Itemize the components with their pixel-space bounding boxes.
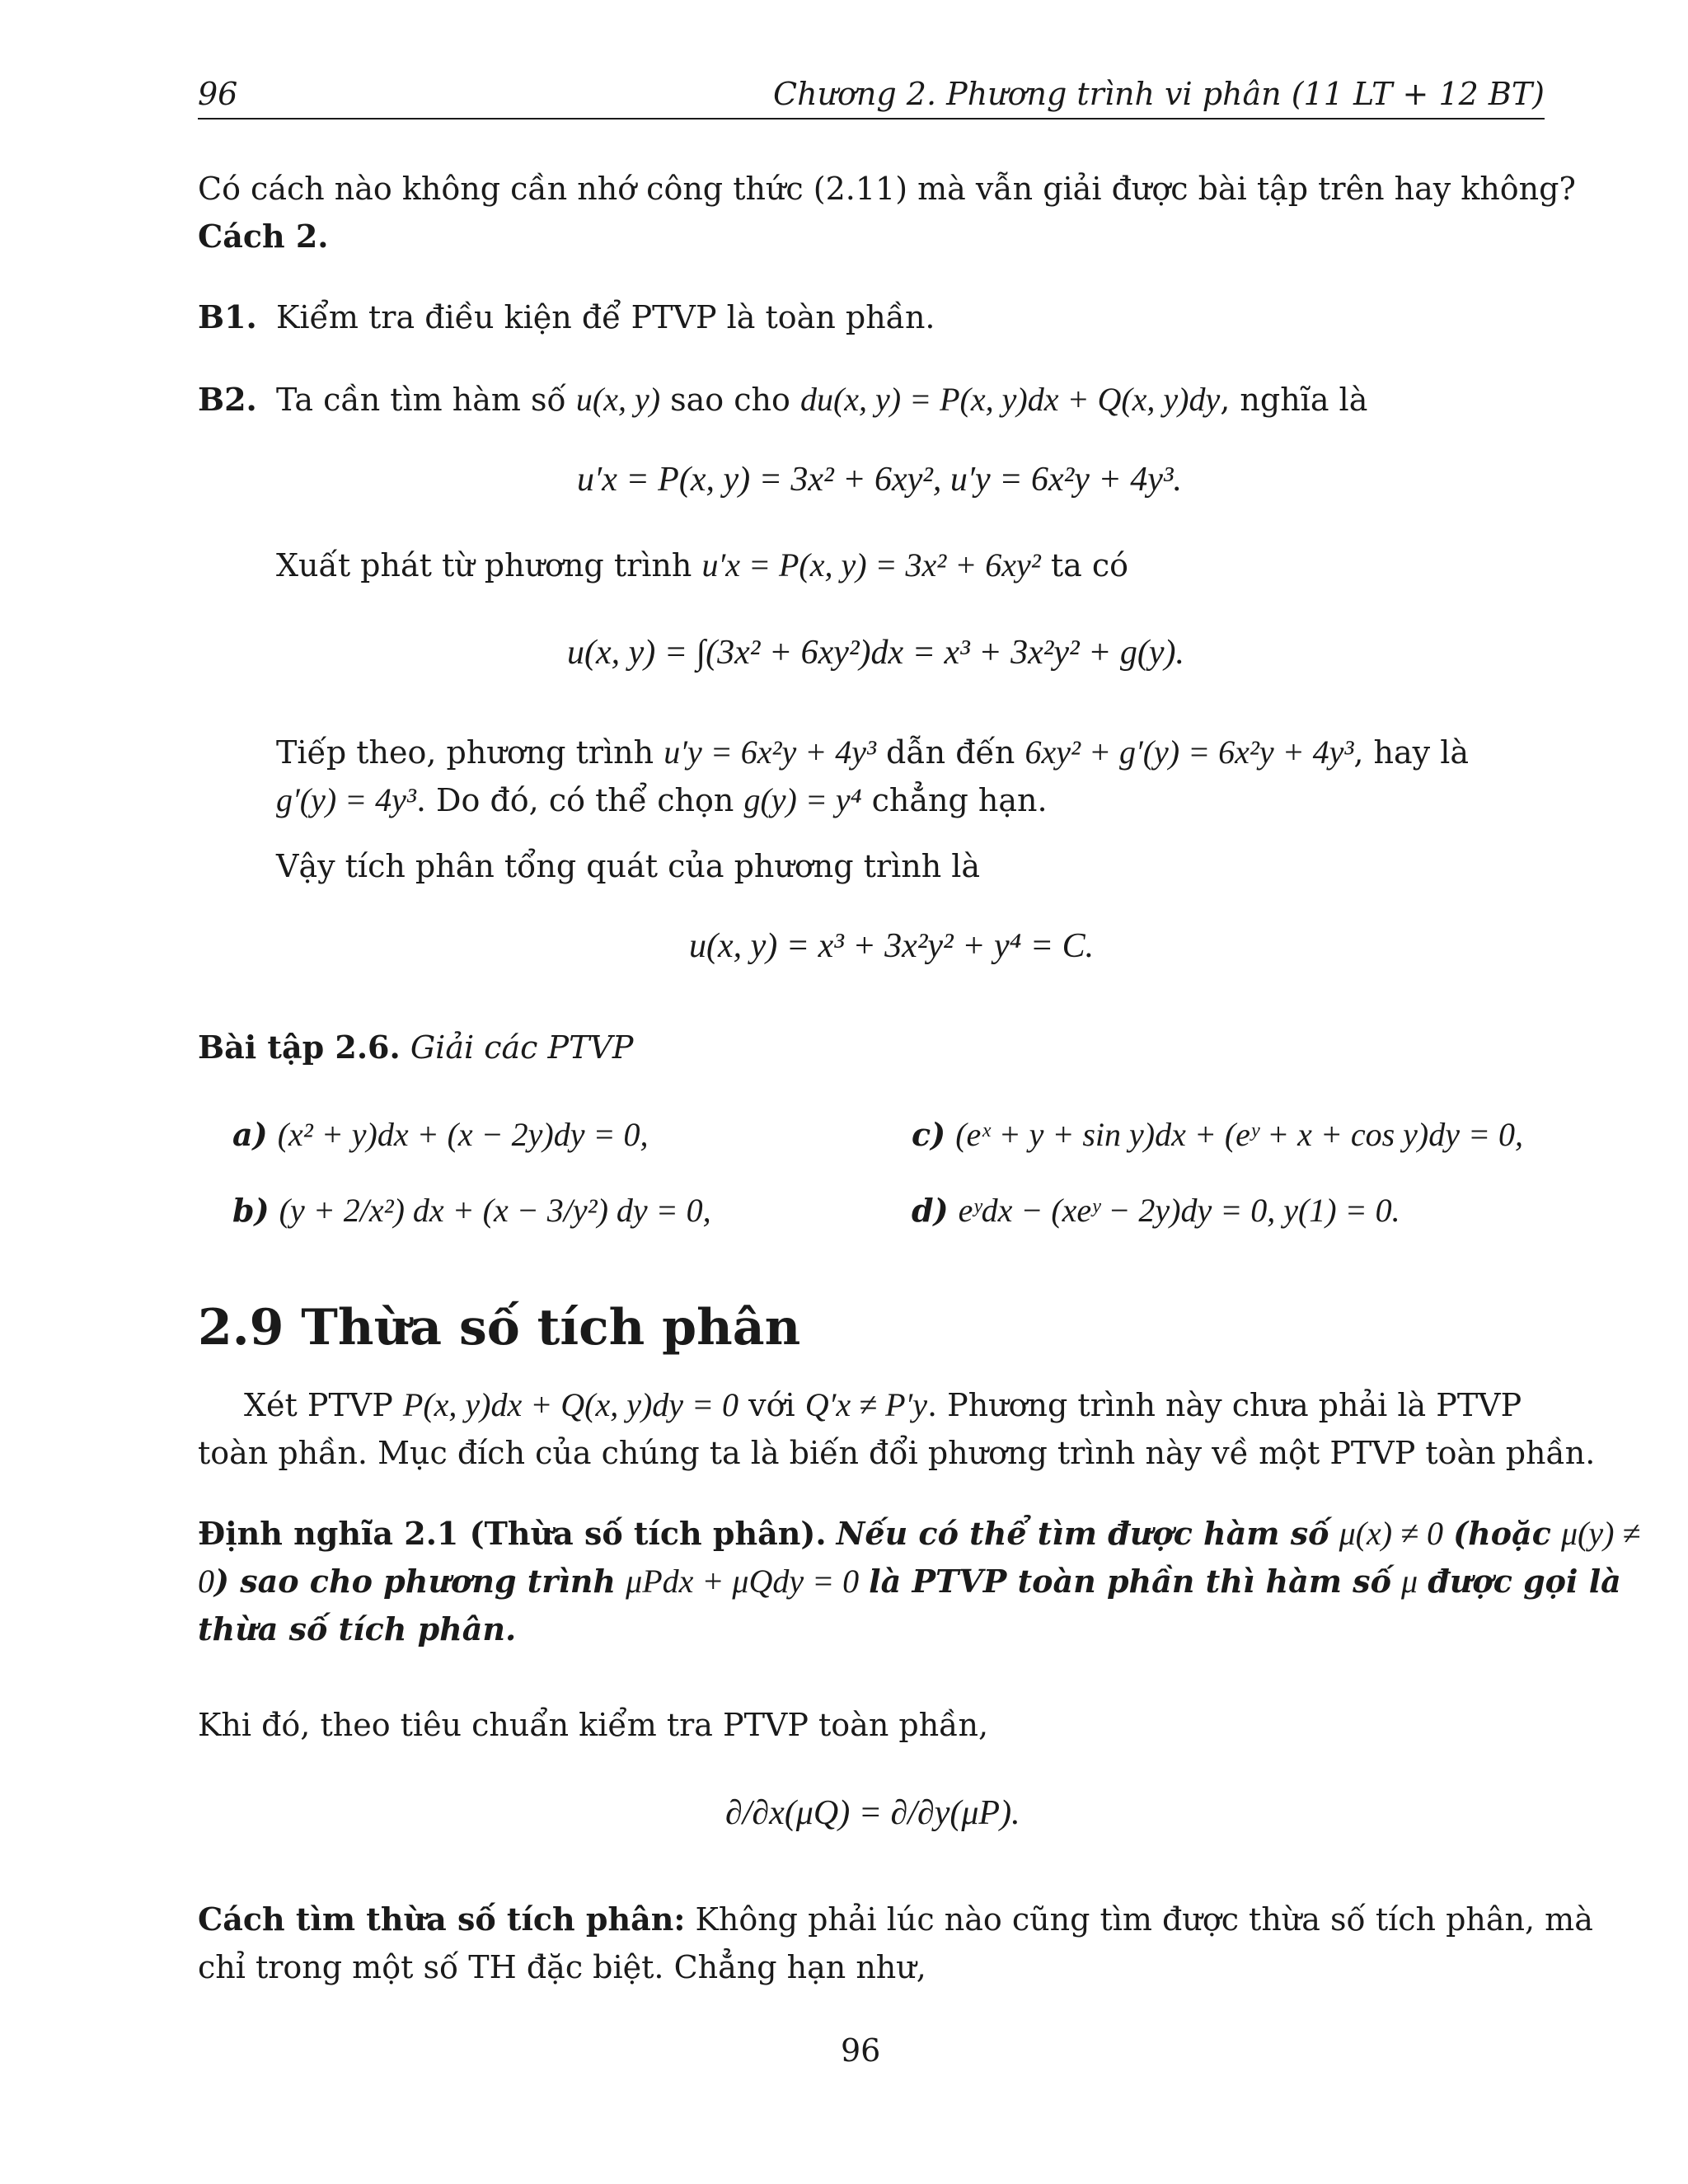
exercise-item-b-label: b) (232, 1192, 270, 1229)
exercise-item-a-label: a) (232, 1116, 268, 1153)
from-math: u′x = P(x, y) = 3x² + 6xy² (701, 546, 1041, 583)
definition-math-mu: μ (1401, 1563, 1418, 1600)
exercise-label: Bài tập 2.6. (198, 1029, 401, 1066)
header-chapter-title: Chương 2. Phương trình vi phân (11 LT + 12 BT) (773, 76, 1545, 112)
equation-general-integral: u(x, y) = x³ + 3x²y² + y⁴ = C. (689, 927, 1095, 965)
definition-line-1 (198, 1510, 1640, 1558)
step-b2-math-du: du(x, y) = P(x, y)dx + Q(x, y)dy (799, 381, 1221, 418)
exercise-title: Giải các PTVP (410, 1029, 634, 1066)
exercise-heading (198, 1024, 633, 1071)
exercise-item-a (232, 1111, 648, 1159)
step-b2-text-end: , nghĩa là (1220, 382, 1368, 418)
criterion-equation: ∂/∂x(μQ) = ∂/∂y(μP). (725, 1794, 1020, 1832)
next-math-4: g(y) = y⁴ (743, 781, 862, 818)
definition-math-1: μ(x) ≠ 0 (1339, 1515, 1444, 1552)
definition-text-2b: là PTVP toàn phần thì hàm số (869, 1563, 1391, 1600)
criterion-text: Khi đó, theo tiêu chuẩn kiểm tra PTVP toàn phần, (198, 1707, 989, 1743)
section-para-line-1 (244, 1381, 1522, 1429)
definition-line-3: thừa số tích phân. (198, 1610, 517, 1647)
next-line-1 (276, 729, 1469, 776)
step-b2-text-mid: sao cho (670, 382, 790, 418)
definition-text-2a: ) sao cho phương trình (214, 1563, 617, 1600)
method-line-1 (198, 1896, 1593, 1943)
section-para-math-1: P(x, y)dx + Q(x, y)dy = 0 (402, 1386, 739, 1423)
from-text-end: ta có (1050, 547, 1129, 583)
exercise-item-c (912, 1111, 1523, 1159)
next-math-2: 6xy² + g′(y) = 6x²y + 4y³ (1025, 733, 1354, 771)
method-line-1-text: Không phải lúc nào cũng tìm được thừa số tích phân, mà (695, 1901, 1593, 1938)
from-text: Xuất phát từ phương trình (276, 547, 692, 583)
section-para-text-a: Xét PTVP (244, 1387, 393, 1423)
exercise-item-c-math: (eˣ + y + sin y)dx + (eʸ + x + cos y)dy = 0, (955, 1116, 1523, 1153)
exercise-item-d (912, 1187, 1400, 1235)
section-para-text-b: với (748, 1387, 795, 1423)
step-b2-text-start: Ta cần tìm hàm số (276, 382, 566, 418)
section-para-line-2: toàn phần. Mục đích của chúng ta là biến đổi phương trình này về một PTVP toàn phần. (198, 1435, 1596, 1471)
next-text-4: . Do đó, có thể chọn (415, 782, 734, 818)
next-text-2: dẫn đến (886, 734, 1015, 771)
header-page-number: 96 (198, 76, 238, 112)
definition-line-2 (198, 1558, 1621, 1605)
definition-text-1a: Nếu có thể tìm được hàm số (836, 1515, 1329, 1552)
exercise-item-c-label: c) (912, 1116, 946, 1153)
next-math-1: u′y = 6x²y + 4y³ (663, 733, 876, 771)
next-text-3: , hay là (1353, 734, 1470, 771)
definition-math-zero: 0 (198, 1563, 214, 1600)
step-b1-label: B1. (198, 298, 257, 335)
next-line-2 (276, 776, 1048, 824)
method-line-2: chỉ trong một số TH đặc biệt. Chẳng hạn như, (198, 1949, 926, 1985)
intro-question: Có cách nào không cần nhớ công thức (2.11) mà vẫn giải được bài tập trên hay không? (198, 171, 1576, 207)
method-label: Cách 2. (198, 218, 329, 255)
exercise-item-d-label: d) (912, 1192, 949, 1229)
section-para-math-2: Q′x ≠ P′y (804, 1386, 927, 1423)
section-heading (198, 1299, 800, 1357)
conclusion-text: Vậy tích phân tổng quát của phương trình là (276, 848, 981, 884)
from-line (276, 541, 1128, 589)
footer-page-number: 96 (841, 2032, 881, 2069)
next-math-3: g′(y) = 4y³ (276, 781, 416, 818)
step-b2-label: B2. (198, 381, 257, 418)
exercise-item-d-math: eʸdx − (xeʸ − 2y)dy = 0, y(1) = 0. (958, 1192, 1400, 1229)
section-number: 2.9 (198, 1299, 284, 1357)
equation-integral: u(x, y) = ∫(3x² + 6xy²)dx = x³ + 3x²y² + g(y). (567, 634, 1185, 672)
section-para-text-c: . Phương trình này chưa phải là PTVP (927, 1387, 1522, 1423)
next-text-5: chẳng hạn. (871, 782, 1048, 818)
definition-math-2: μ(y) ≠ (1560, 1515, 1641, 1552)
header-rule (198, 118, 1545, 120)
section-title: Thừa số tích phân (301, 1299, 801, 1357)
definition-label: Định nghĩa 2.1 (Thừa số tích phân). (198, 1515, 827, 1552)
definition-text-2c: được gọi là (1428, 1563, 1621, 1600)
method-find-label: Cách tìm thừa số tích phân: (198, 1900, 686, 1938)
step-b1-text: Kiểm tra điều kiện để PTVP là toàn phần. (276, 299, 935, 335)
definition-text-1b: (hoặc (1453, 1515, 1551, 1552)
next-text-1: Tiếp theo, phương trình (276, 734, 654, 771)
exercise-item-b-math: (y + 2/x²) dx + (x − 3/y²) dy = 0, (279, 1192, 711, 1229)
step-b2-line (276, 376, 1367, 424)
exercise-item-a-math: (x² + y)dx + (x − 2y)dy = 0, (277, 1116, 649, 1153)
exercise-item-b (232, 1187, 711, 1235)
definition-math-3: μPdx + μQdy = 0 (626, 1563, 860, 1600)
step-b2-math-u: u(x, y) (575, 381, 661, 418)
equation-partials: u′x = P(x, y) = 3x² + 6xy², u′y = 6x²y + 4y³. (577, 461, 1182, 499)
